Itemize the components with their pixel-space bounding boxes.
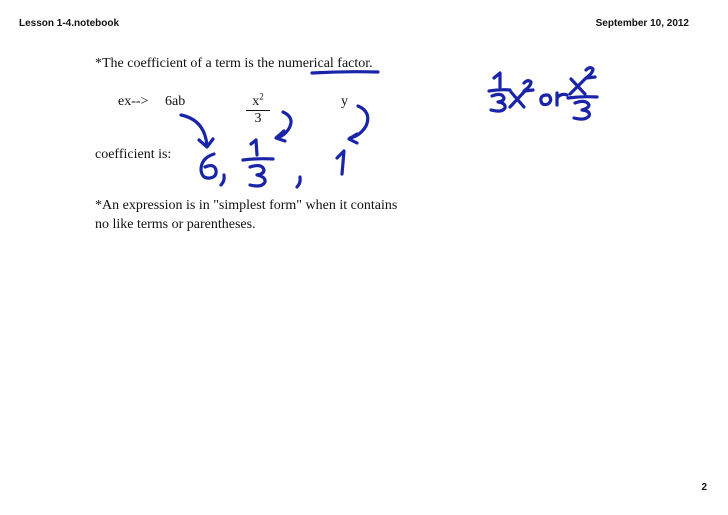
example-prefix: ex--> bbox=[118, 94, 149, 109]
simplest-form-line-1: *An expression is in "simplest form" when it contains bbox=[95, 198, 398, 213]
handwritten-or-r bbox=[557, 93, 567, 105]
handwritten-top-sup2 bbox=[586, 68, 595, 78]
handwritten-one-third-bar bbox=[243, 159, 273, 160]
handwritten-top-x2 bbox=[570, 79, 585, 94]
handwritten-six bbox=[201, 154, 216, 178]
page-date: September 10, 2012 bbox=[595, 18, 689, 29]
handwritten-or-o bbox=[541, 95, 551, 105]
handwritten-underline bbox=[312, 72, 378, 73]
handwritten-top-x1 bbox=[510, 92, 524, 107]
handwritten-one-third-three bbox=[250, 166, 265, 186]
numerator-exponent: 2 bbox=[259, 91, 264, 102]
handwritten-comma-1 bbox=[221, 175, 224, 185]
handwritten-one-third-one bbox=[251, 140, 257, 155]
handwritten-arrow-1 bbox=[181, 115, 207, 146]
simplest-form-line-2: no like terms or parentheses. bbox=[95, 217, 256, 232]
coefficient-definition: *The coefficient of a term is the numerical factor. bbox=[95, 56, 373, 71]
coefficient-label: coefficient is: bbox=[95, 147, 172, 162]
handwritten-one bbox=[337, 151, 344, 174]
handwritten-comma-2 bbox=[297, 177, 300, 187]
notebook-filename: Lesson 1-4.notebook bbox=[19, 18, 120, 29]
page-number: 2 bbox=[701, 482, 707, 493]
handwritten-top-sup1 bbox=[524, 81, 533, 91]
handwritten-top-bar2 bbox=[568, 97, 597, 98]
handwritten-top-three bbox=[491, 94, 505, 111]
handwritten-arrow-3 bbox=[350, 106, 368, 138]
handwritten-top-three2 bbox=[574, 101, 589, 119]
fraction-denominator: 3 bbox=[246, 110, 270, 127]
numerator-variable: x bbox=[252, 94, 260, 109]
example-term-6ab: 6ab bbox=[165, 94, 186, 109]
handwritten-top-one bbox=[494, 73, 500, 87]
handwritten-top-bar bbox=[489, 90, 510, 91]
example-term-y: y bbox=[341, 94, 348, 109]
